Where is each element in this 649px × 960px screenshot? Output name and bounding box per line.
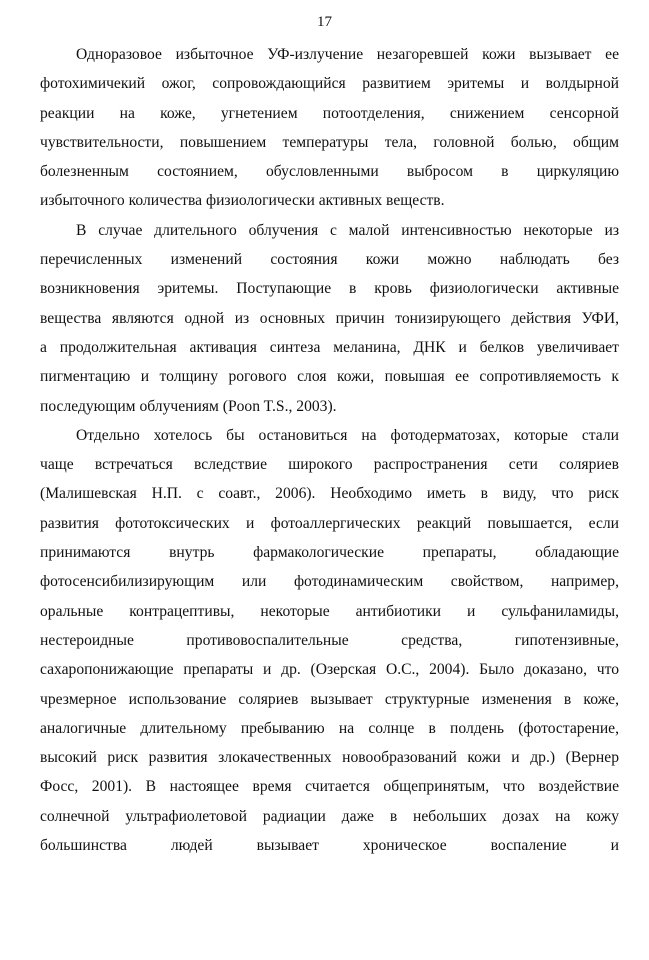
text-line: Фосс, 2001). В настоящее время считается общепринятым, что воздействие bbox=[40, 778, 619, 796]
paragraph-2 bbox=[40, 216, 619, 421]
text-line: принимаются внутрь фармакологические препараты, обладающие bbox=[40, 544, 619, 562]
text-line: избыточного количества физиологически активных веществ. bbox=[40, 192, 445, 210]
text-line: аналогичные длительному пребыванию на солнце в полдень (фотостарение, bbox=[40, 719, 619, 737]
text-line: солнечной ультрафиолетовой радиации даже в небольших дозах на кожу bbox=[40, 807, 619, 825]
text-line: оральные контрацептивы, некоторые антибиотики и сульфаниламиды, bbox=[40, 602, 619, 620]
text-line: В случае длительного облучения с малой интенсивностью некоторые из bbox=[76, 221, 619, 239]
text-line: вещества являются одной из основных причин тонизирующего действия УФИ, bbox=[40, 309, 619, 327]
page-number: 17 bbox=[317, 14, 332, 30]
text-line: а продолжительная активация синтеза меланина, ДНК и белков увеличивает bbox=[40, 338, 619, 356]
text-line: нестероидные противовоспалительные средства, гипотензивные, bbox=[40, 631, 619, 649]
text-line: фотохимичекий ожог, сопровождающийся развитием эритемы и волдырной bbox=[40, 75, 619, 93]
text-line: болезненным состоянием, обусловленными выбросом в циркуляцию bbox=[40, 163, 619, 181]
text-line: большинства людей вызывает хроническое воспаление и bbox=[40, 837, 619, 855]
text-line: сахаропонижающие препараты и др. (Озерская О.С., 2004). Было доказано, что bbox=[40, 661, 619, 679]
text-line: высокий риск развития злокачественных новообразований кожи и др.) (Вернер bbox=[40, 749, 619, 767]
text-line: чаще встречаться вследствие широкого распространения сети соляриев bbox=[40, 456, 619, 474]
text-line: возникновения эритемы. Поступающие в кровь физиологически активные bbox=[40, 280, 619, 298]
text-line: пигментацию и толщину рогового слоя кожи, повышая ее сопротивляемость к bbox=[40, 368, 619, 386]
body-text bbox=[40, 40, 619, 860]
text-line: последующим облучениям (Poon T.S., 2003). bbox=[40, 397, 337, 415]
text-line: чрезмерное использование соляриев вызывает структурные изменения в коже, bbox=[40, 690, 619, 708]
text-line: Одноразовое избыточное УФ-излучение незагоревшей кожи вызывает ее bbox=[76, 46, 619, 63]
text-line: фотосенсибилизирующим или фотодинамическим свойством, например, bbox=[40, 573, 619, 591]
text-line: (Малишевская Н.П. с соавт., 2006). Необходимо иметь в виду, что риск bbox=[40, 485, 619, 503]
text-line: развития фототоксических и фотоаллергических реакций повышается, если bbox=[40, 514, 619, 532]
text-line: реакции на коже, угнетением потоотделения, снижением сенсорной bbox=[40, 104, 619, 122]
text-line: перечисленных изменений состояния кожи можно наблюдать без bbox=[40, 251, 619, 269]
paragraph-1 bbox=[40, 40, 619, 216]
paragraph-3 bbox=[40, 421, 619, 860]
text-line: чувствительности, повышением температуры тела, головной болью, общим bbox=[40, 133, 619, 151]
text-line: Отдельно хотелось бы остановиться на фотодерматозах, которые стали bbox=[76, 426, 619, 444]
